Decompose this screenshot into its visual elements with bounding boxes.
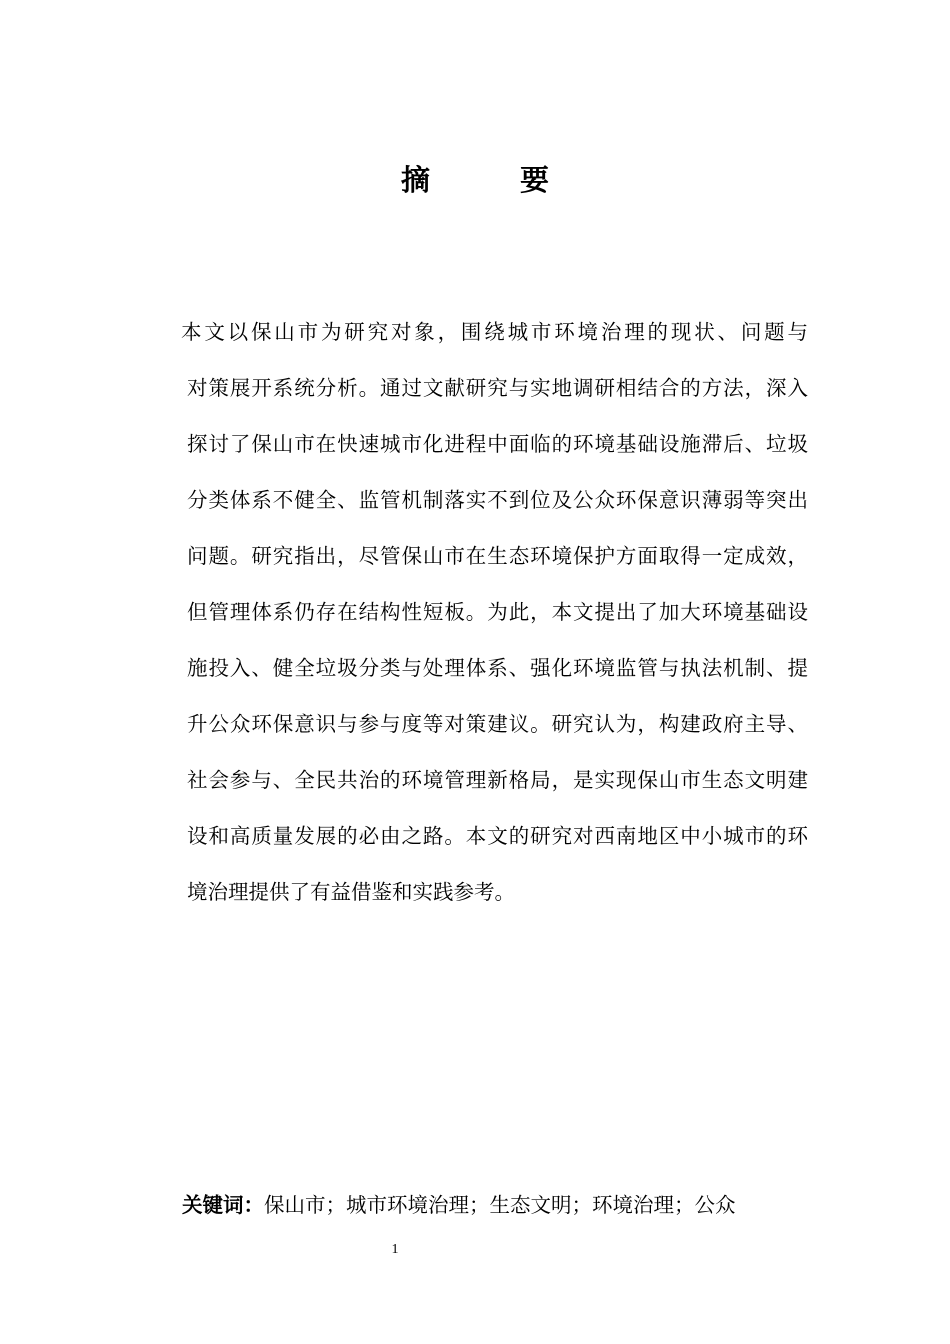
abstract-line: 施投入、健全垃圾分类与处理体系、强化环境监管与执法机制、提 [187,656,808,680]
abstract-line: 社会参与、全民共治的环境管理新格局，是实现保山市生态文明建 [187,768,808,792]
abstract-line: 设和高质量发展的必由之路。本文的研究对西南地区中小城市的环 [187,824,808,848]
abstract-line: 本文以保山市为研究对象，围绕城市环境治理的现状、问题与 [181,320,808,344]
page-number: 1 [391,1242,399,1257]
abstract-line: 分类体系不健全、监管机制落实不到位及公众环保意识薄弱等突出 [187,488,808,512]
abstract-line: 对策展开系统分析。通过文献研究与实地调研相结合的方法，深入 [187,376,808,400]
abstract-line: 境治理提供了有益借鉴和实践参考。 [187,880,515,904]
page-title: 摘 要 [400,163,590,197]
keywords-value: 保山市；城市环境治理；生态文明；环境治理；公众 [264,1193,736,1217]
abstract-body [146,304,808,920]
abstract-line: 探讨了保山市在快速城市化进程中面临的环境基础设施滞后、垃圾 [187,432,808,456]
abstract-line: 但管理体系仍存在结构性短板。为此，本文提出了加大环境基础设 [187,600,808,624]
abstract-line: 问题。研究指出，尽管保山市在生态环境保护方面取得一定成效， [187,544,808,568]
keywords-line [182,1177,808,1233]
abstract-line: 升公众环保意识与参与度等对策建议。研究认为，构建政府主导、 [187,712,808,736]
keywords-label: 关键词： [182,1193,264,1217]
